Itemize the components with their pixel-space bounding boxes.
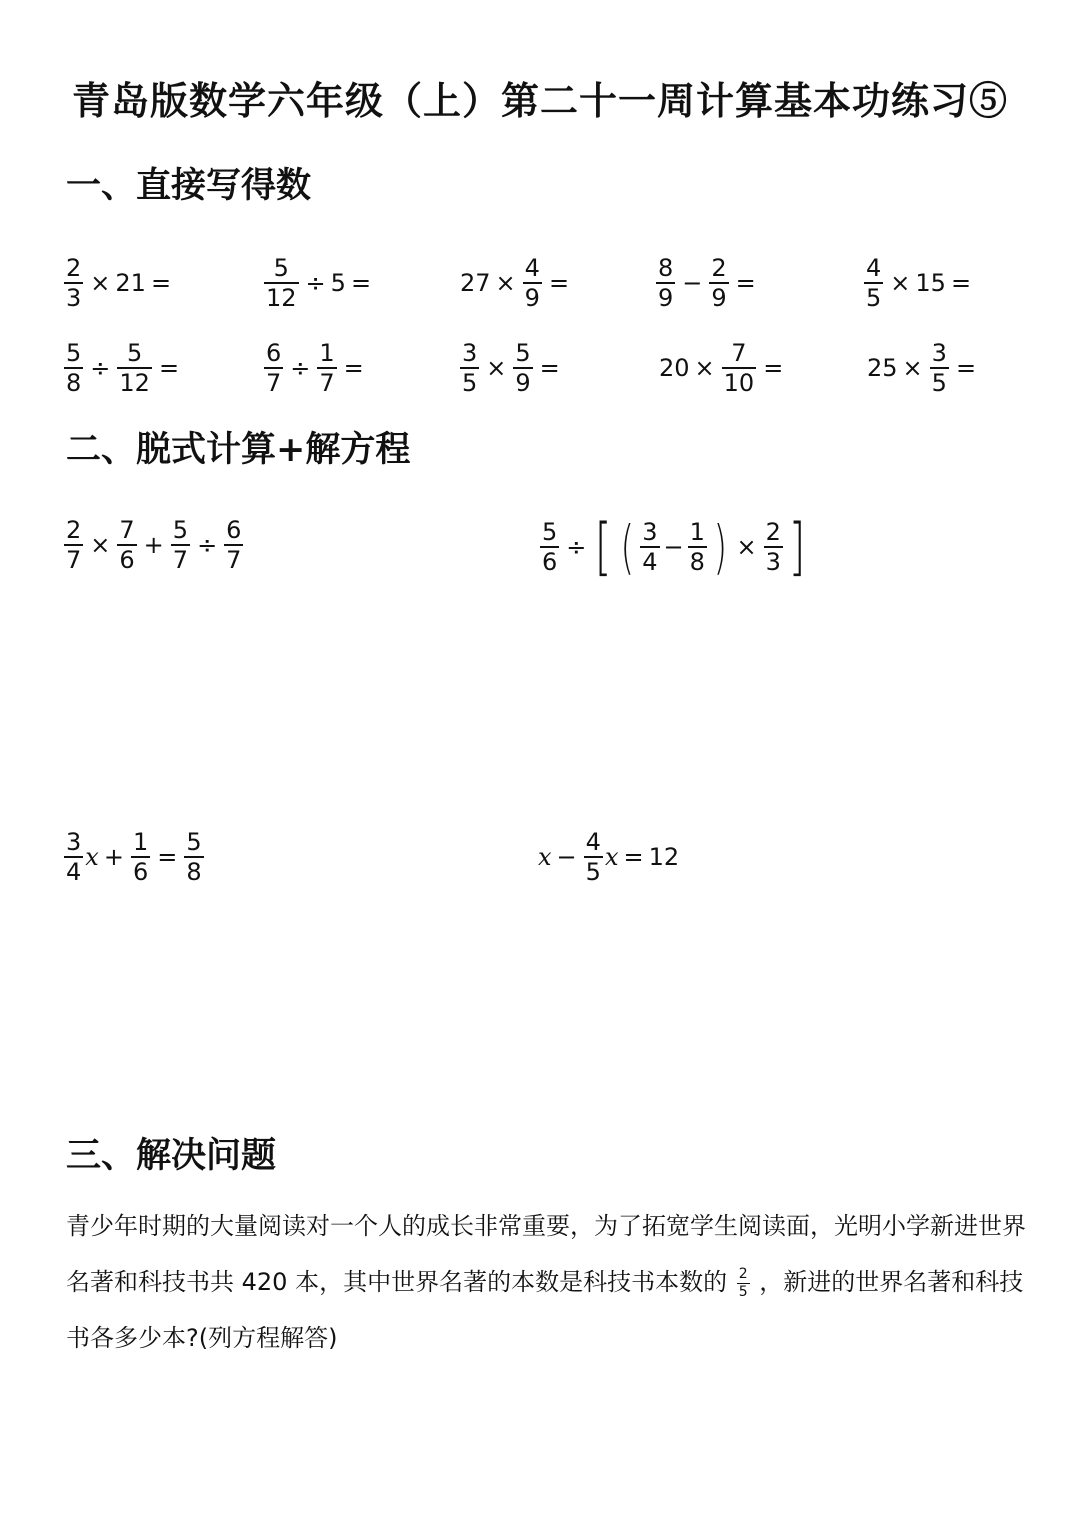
operator: × [90,268,111,297]
denominator: 9 [515,368,531,397]
direct-answer-item [659,339,788,397]
fraction [540,518,559,576]
direct-answer-item [62,254,176,312]
direct-answer-item [867,339,981,397]
operator: − [663,533,684,561]
fraction [224,516,243,574]
direct-answer-item [458,339,565,397]
fraction [722,339,757,397]
fraction [64,254,83,312]
operator: = [735,268,756,297]
word-problem-text: 青少年时期的大量阅读对一个人的成长非常重要，为了拓宽学生阅读面，光明小学新进世界名著和科技书共 420 本，其中世界名著的本数是科技书本数的 $\frac{2}{5}$ ，新进的世界名著和科技书各多少本?(列方程解答) [66,1212,1026,1352]
operator: + [103,842,124,871]
numerator: 1 [319,339,335,367]
step-calculation-2 [538,510,809,583]
fraction [460,339,479,397]
fraction [640,518,659,576]
numerator: 5 [127,339,143,367]
numerator: 2 [711,254,727,282]
operator: ÷ [197,530,218,559]
numerator: 5 [172,516,189,544]
fraction [864,254,883,312]
operator: × [890,268,911,297]
operator: = [623,842,644,871]
equation-2 [538,828,679,886]
number: 5 [330,268,346,297]
numerator: 6 [266,339,282,367]
denominator: 9 [524,283,540,312]
fraction [584,828,603,886]
direct-answer-item [654,254,761,312]
operator: − [556,842,577,871]
denominator: 6 [542,547,558,576]
operator: = [343,353,364,382]
numerator: 5 [542,518,558,547]
direct-answer-item [262,254,376,312]
bracket: [ [595,510,612,583]
denominator: 5 [866,283,882,312]
variable: x [85,842,99,871]
operator: × [694,353,715,382]
fraction [184,828,203,886]
denominator: 10 [723,368,755,397]
denominator: 7 [319,368,335,397]
fraction [930,339,949,397]
fraction [317,339,336,397]
operator: = [350,268,372,297]
operator: × [736,533,757,561]
number: 12 [648,842,680,871]
page-title: 青岛版数学六年级（上）第二十一周计算基本功练习⑤ [71,78,1008,123]
denominator: 8 [66,368,82,397]
numerator: 3 [931,339,947,367]
equation-1 [62,828,206,886]
numerator: 5 [66,339,82,367]
operator: − [682,268,703,297]
denominator: 7 [172,545,189,574]
direct-answer-item [62,339,184,397]
denominator: 9 [658,283,674,312]
fraction [264,254,299,312]
operator: = [157,842,178,871]
operator: = [763,353,784,382]
denominator: 3 [765,547,781,576]
direct-answer-item [262,339,369,397]
numerator: 4 [866,254,882,282]
numerator: 2 [738,1265,748,1282]
denominator: 9 [711,283,727,312]
operator: ÷ [566,533,587,561]
operator: ÷ [90,353,111,382]
fraction [764,518,783,576]
numerator: 6 [226,516,242,544]
fraction [64,339,83,397]
fraction [171,516,190,574]
denominator: 6 [132,857,149,886]
fraction [264,339,283,397]
operator: = [548,268,570,297]
section-heading-calculation: 二、脱式计算+解方程 [66,429,411,470]
denominator: 12 [119,368,150,397]
step-calculation-1 [62,516,245,574]
parenthesis: ( [620,513,634,581]
operator: × [486,353,507,382]
operator: + [143,530,164,559]
numerator: 2 [66,254,82,282]
parenthesis: ) [713,513,728,581]
denominator: 5 [738,1283,748,1300]
variable: x [604,842,619,871]
numerator: 1 [689,518,705,547]
numerator: 4 [585,828,601,856]
fraction [64,516,83,574]
numerator: 2 [765,518,781,547]
numerator: 3 [642,518,658,547]
number: 25 [867,353,898,382]
operator: = [150,268,172,297]
direct-answer-item [862,254,976,312]
numerator: 5 [273,254,289,282]
operator: × [902,353,923,382]
number: 20 [659,353,690,382]
numerator: 7 [119,516,135,544]
denominator: 7 [226,545,242,574]
operator: = [955,353,977,382]
denominator: 4 [66,857,82,886]
operator: × [90,530,111,559]
number: 27 [460,268,491,297]
denominator: 3 [66,283,82,312]
operator: × [495,268,516,297]
denominator: 8 [186,857,202,886]
fraction [117,516,136,574]
numerator: 1 [132,828,149,856]
number: 21 [115,268,146,297]
fraction [131,828,150,886]
denominator: 12 [266,283,297,312]
direct-answer-item [460,254,574,312]
fraction [523,254,542,312]
operator: = [950,268,972,297]
fraction [688,518,707,576]
numerator: 7 [731,339,747,367]
operator: ÷ [305,268,326,297]
operator: = [539,353,560,382]
denominator: 6 [119,545,135,574]
numerator: 4 [524,254,540,282]
number: 15 [915,268,946,297]
denominator: 7 [66,545,82,574]
operator: = [158,353,180,382]
denominator: 5 [462,368,478,397]
fraction [117,339,152,397]
denominator: 8 [689,547,705,576]
denominator: 5 [585,857,601,886]
numerator: 5 [186,828,202,856]
numerator: 2 [66,516,82,544]
fraction [709,254,728,312]
section-heading-word-problem: 三、解决问题 [66,1135,277,1176]
denominator: 7 [266,368,282,397]
bracket: ] [788,510,806,583]
denominator: 4 [642,547,658,576]
fraction [656,254,675,312]
fraction [64,828,83,886]
numerator: 3 [66,828,82,856]
operator: ÷ [290,353,311,382]
numerator: 3 [462,339,478,367]
section-heading-direct-answers: 一、直接写得数 [66,165,312,206]
denominator: 5 [931,368,947,397]
fraction [737,1266,750,1301]
variable: x [538,842,552,871]
numerator: 5 [515,339,531,367]
fraction [513,339,532,397]
numerator: 8 [658,254,674,282]
